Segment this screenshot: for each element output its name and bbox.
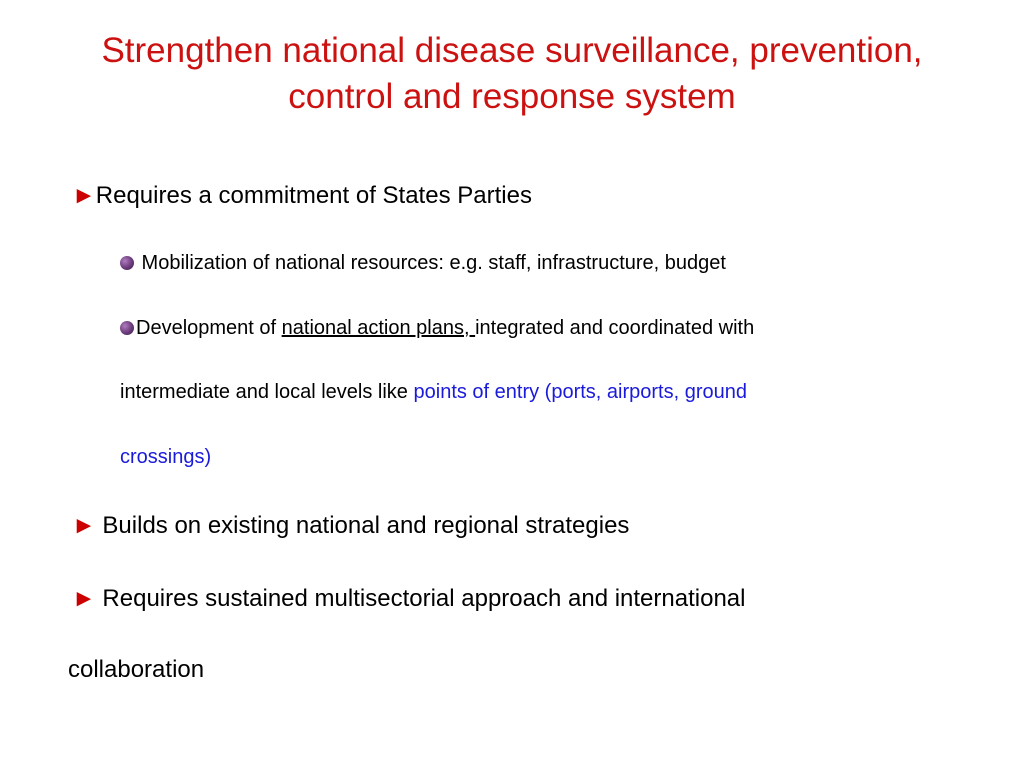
sub-bullet-action-plans-line-2-text: intermediate and local levels like xyxy=(120,381,414,403)
purple-dot-icon xyxy=(120,321,134,335)
bullet-multisectorial-line-2-text: collaboration xyxy=(68,656,205,683)
slide-title-line-2: control and response system xyxy=(288,77,736,116)
points-of-entry-text: points of entry (ports, airports, ground xyxy=(413,381,747,403)
bullet-commitment xyxy=(72,182,532,210)
bullet-commitment-text: Requires a commitment of States Parties xyxy=(95,182,532,209)
arrow-bullet-icon: ► xyxy=(72,182,96,209)
arrow-bullet-icon: ► xyxy=(72,585,103,612)
sub-bullet-action-plans-post: integrated and coordinated with xyxy=(475,317,755,339)
purple-dot-icon xyxy=(120,256,134,270)
arrow-bullet-icon: ► xyxy=(72,512,103,539)
bullet-existing-strategies xyxy=(72,512,629,540)
bullet-multisectorial xyxy=(72,585,745,613)
national-action-plans-link[interactable]: national action plans, xyxy=(281,317,476,339)
sub-bullet-mobilization xyxy=(120,252,726,275)
slide-title-line-1: Strengthen national disease surveillance, prevention, xyxy=(101,31,923,70)
bullet-existing-strategies-text: Builds on existing national and regional strategies xyxy=(102,512,630,539)
sub-bullet-action-plans-line-3 xyxy=(120,446,211,469)
sub-bullet-action-plans-line-2 xyxy=(120,381,747,404)
sub-bullet-action-plans xyxy=(120,317,754,340)
slide-title xyxy=(0,28,1024,120)
crossings-text: crossings) xyxy=(120,446,212,468)
bullet-multisectorial-text: Requires sustained multisectorial approach and international xyxy=(102,585,746,612)
sub-bullet-mobilization-text: Mobilization of national resources: e.g. staff, infrastructure, budget xyxy=(136,252,726,274)
sub-bullet-action-plans-pre: Development of xyxy=(136,317,282,339)
bullet-multisectorial-line-2 xyxy=(68,656,204,684)
